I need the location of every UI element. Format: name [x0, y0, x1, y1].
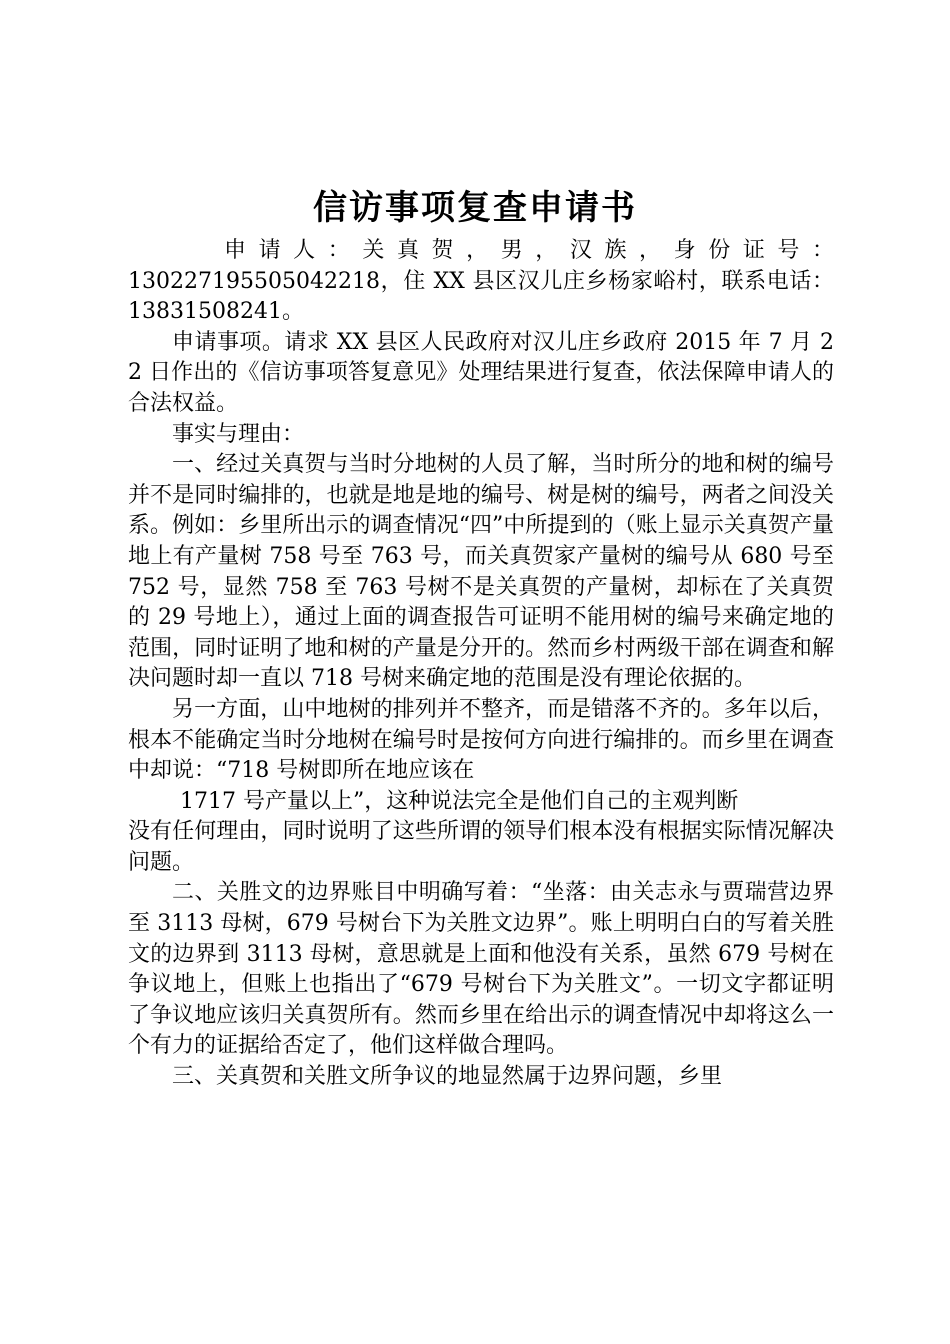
other-aspect-paragraph: 另一方面，山中地树的排列并不整齐，而是错落不齐的。多年以后，根本不能确定当时分地树在编号时是按何方向进行编排的。而乡里在调查中却说：“718 号树即所在地应该在: [128, 696, 834, 784]
applicant-heading-line: 申 请 人 ： 关 真 贺 ， 男 ， 汉 族 ， 身 份 证 号 ：: [224, 238, 834, 263]
applicant-paragraph: [128, 236, 834, 328]
request-paragraph: 申请事项。请求 XX 县区人民政府对汉儿庄乡政府 2015 年 7 月 22 日作出的《信访事项答复意见》处理结果进行复查，依法保障申请人的合法权益。: [128, 329, 834, 416]
document-title: 信访事项复查申请书: [313, 188, 637, 228]
applicant-details: 130227195505042218，住 XX 县区汉儿庄乡杨家峪村，联系电话：13831508241。: [128, 268, 834, 325]
reason-one-paragraph: 一、经过关真贺与当时分地树的人员了解，当时所分的地和树的编号并不是同时编排的，也就是地是地的编号、树是树的编号，两者之间没关系。例如：乡里所出示的调查情况“四”中所提到的（账上显示关真贺产量地上有产量树 758 号至 763 号，而关真贺家产量树的编号从 680 号至 752 号，显然 758 至 763 号树不是关真贺的产量树，却标在了关真贺的 29 号地上），通过上面的调查报告可证明不能用树的编号来确定地的范围，同时证明了地和树的产量是分开的。然而乡村两级干部在调查和解决问题时却一直以 718 号树来确定地的范围是没有理论依据的。: [128, 452, 834, 692]
quote-continuation-line: 1717 号产量以上”，这种说法完全是他们自己的主观判断: [180, 788, 739, 814]
reason-two-paragraph: 二、关胜文的边界账目中明确写着：“坐落：由关志永与贾瑞营边界至 3113 母树，679 号树台下为关胜文边界”。账上明明白白的写着关胜文的边界到 3113 母树，意思就是上面和他没有关系，虽然 679 号树在争议地上，但账上也指出了“679 号树台下为关胜文”。一切文字都证明了争议地应该归关真贺所有。然而乡里在给出示的调查情况中却将这么一个有力的证据给否定了，他们这样做合理吗。: [128, 880, 834, 1059]
facts-heading: 事实与理由：: [172, 421, 305, 447]
reason-three-paragraph: 三、关真贺和关胜文所争议的地显然属于边界问题，乡里: [172, 1064, 723, 1090]
other-aspect-continuation: [128, 787, 834, 879]
document-body: [128, 236, 834, 1093]
quote-conclusion: 没有任何理由，同时说明了这些所谓的领导们根本没有根据实际情况解决问题。: [128, 819, 834, 875]
